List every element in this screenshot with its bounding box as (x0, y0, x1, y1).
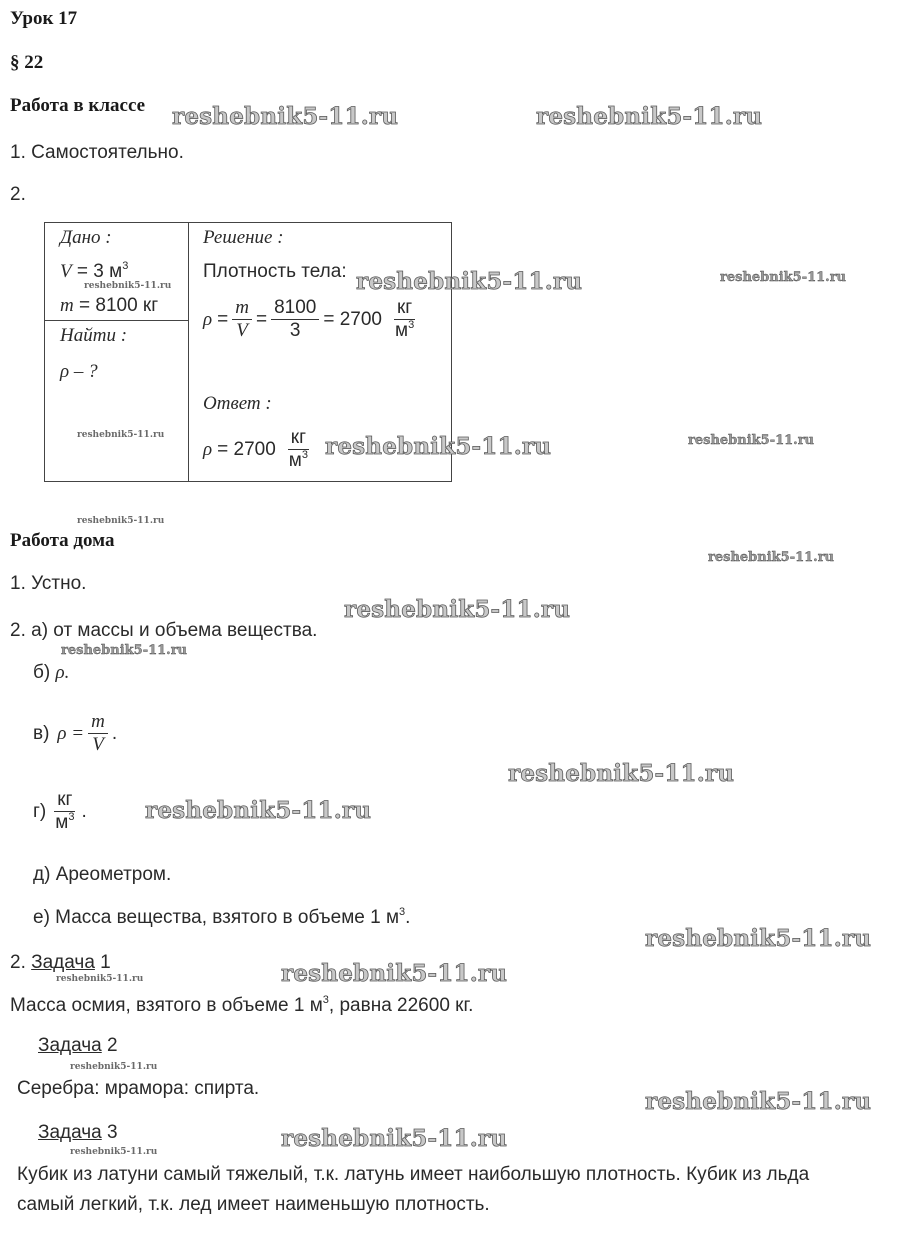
task-3-heading: Задача 3 (38, 1122, 118, 1143)
answer-formula: ρ = 2700 $\frac{кг}{м^3}$ (203, 428, 315, 471)
watermark: reshebnik5-11.ru (281, 1125, 508, 1152)
task-2-heading: Задача 2 (38, 1035, 118, 1056)
given-volume: V = 3 $м^3$ (60, 260, 129, 282)
find-label: Найти : (60, 325, 128, 346)
unit-kg-per-m3-2: $\frac{кг}{м^3}$ (55, 789, 75, 833)
homework-item-2e: е) Масса вещества, взятого в объеме 1 $м^3$. (33, 906, 411, 928)
table-divider-vertical (188, 222, 189, 481)
watermark: reshebnik5-11.ru (708, 550, 835, 565)
answer-label: Ответ : (203, 393, 272, 414)
watermark: reshebnik5-11.ru (645, 925, 872, 952)
density-text: Плотность тела: (203, 261, 347, 282)
watermark: reshebnik5-11.ru (70, 1062, 158, 1072)
task-2-text: Серебра: мрамора: спирта. (17, 1078, 260, 1099)
watermark: reshebnik5-11.ru (508, 760, 735, 787)
find-value: ρ – ? (60, 361, 98, 382)
classwork-item-1: 1. Самостоятельно. (10, 142, 184, 163)
watermark: reshebnik5-11.ru (61, 643, 188, 658)
task-1-heading: 2. Задача 1 (10, 952, 111, 973)
answer-unit: $\frac{кг}{м^3}$ (288, 427, 308, 471)
classwork-item-2: 2. (10, 184, 26, 205)
lesson-title: Урок 17 (10, 8, 78, 29)
watermark: reshebnik5-11.ru (70, 1147, 158, 1157)
watermark: reshebnik5-11.ru (720, 270, 847, 285)
homework-item-2b: б) ρ. (33, 662, 70, 683)
solution-label: Решение : (203, 227, 284, 248)
table-divider-horizontal (44, 320, 189, 321)
watermark: reshebnik5-11.ru (536, 103, 763, 130)
homework-item-1: 1. Устно. (10, 573, 87, 594)
homework-item-2v: в) ρ = $\frac{m}{V}$ . (33, 711, 118, 755)
task-3-line-2: самый легкий, т.к. лед имеет наименьшую плотность. (17, 1194, 490, 1215)
given-mass: m = 8100 кг (60, 295, 159, 316)
fraction-8100-over-3: $\frac{8100}{3}$ (271, 298, 319, 341)
watermark: reshebnik5-11.ru (84, 281, 172, 291)
watermark: reshebnik5-11.ru (77, 516, 165, 526)
task-3-line-1: Кубик из латуни самый тяжелый, т.к. латунь имеет наибольшую плотность. Кубик из льда (17, 1164, 810, 1185)
fraction-m-over-v: $\frac{m}{V}$ (232, 298, 252, 341)
homework-item-2g: г) $\frac{кг}{м^3}$ . (33, 789, 87, 833)
given-label: Дано : (60, 227, 112, 248)
task-1-text: Масса осмия, взятого в объеме 1 $м^3$, равна 22600 кг. (10, 994, 474, 1016)
watermark: reshebnik5-11.ru (77, 430, 165, 440)
density-formula: ρ = $\frac{m}{V}$ = $\frac{8100}{3}$ = 2700 $\frac{кг}{м^3}$ (203, 298, 421, 341)
watermark: reshebnik5-11.ru (172, 103, 399, 130)
watermark: reshebnik5-11.ru (356, 268, 583, 295)
watermark: reshebnik5-11.ru (344, 596, 571, 623)
unit-kg-per-m3: $\frac{кг}{м^3}$ (395, 297, 415, 341)
paragraph-number: § 22 (10, 52, 44, 73)
watermark: reshebnik5-11.ru (145, 797, 372, 824)
watermark: reshebnik5-11.ru (645, 1088, 872, 1115)
fraction-m-over-v-2: $\frac{m}{V}$ (88, 712, 108, 755)
watermark: reshebnik5-11.ru (688, 433, 815, 448)
homework-item-2a: 2. а) от массы и объема вещества. (10, 620, 318, 641)
homework-heading: Работа дома (10, 530, 115, 551)
watermark: reshebnik5-11.ru (281, 960, 508, 987)
watermark: reshebnik5-11.ru (56, 974, 144, 984)
watermark: reshebnik5-11.ru (325, 433, 552, 460)
classwork-heading: Работа в классе (10, 95, 146, 116)
homework-item-2d: д) Ареометром. (33, 864, 172, 885)
